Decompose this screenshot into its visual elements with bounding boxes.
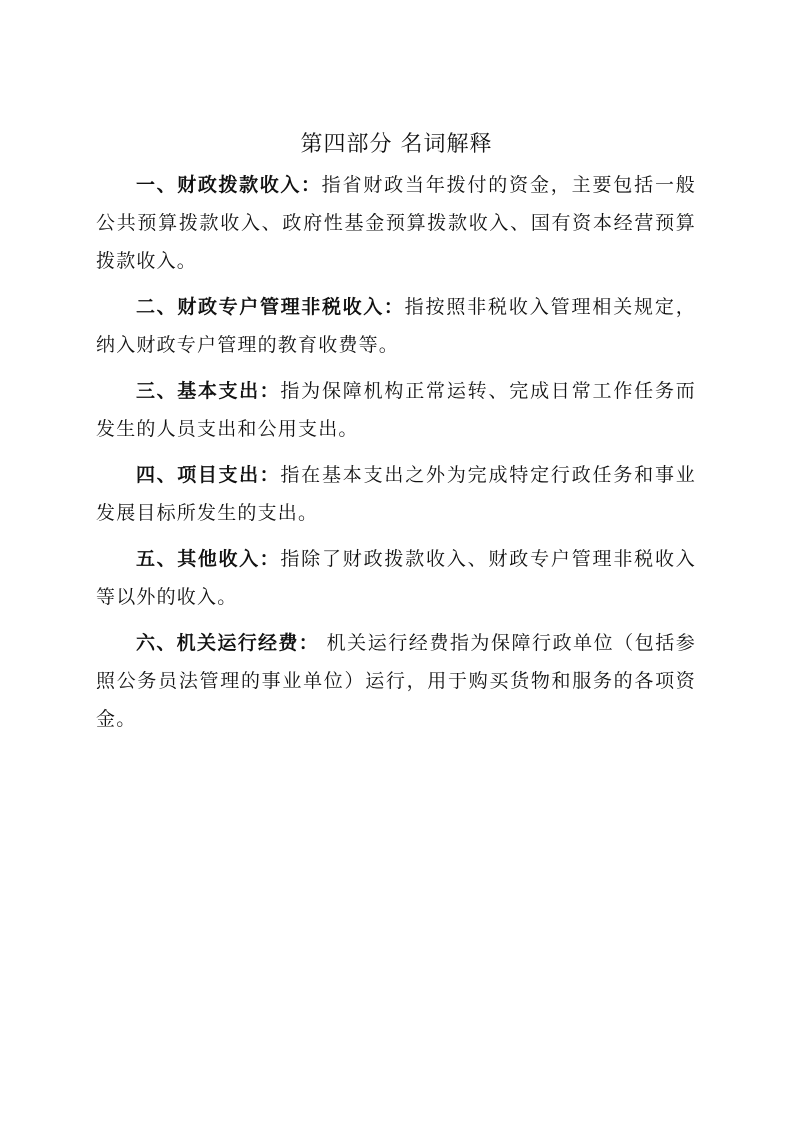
definition-text: 指除了财政拨款收入、财政专户管理非税收入等以外的收入。 — [96, 548, 696, 608]
definition-term: 三、基本支出： — [136, 380, 281, 402]
definition-text: 指在基本支出之外为完成特定行政任务和事业发展目标所发生的支出。 — [96, 464, 696, 524]
definition-financial-appropriation — [96, 166, 696, 280]
definition-text: 指为保障机构正常运转、完成日常工作任务而发生的人员支出和公用支出。 — [96, 380, 696, 440]
definition-text: 机关运行经费指为保障行政单位（包括参照公务员法管理的事业单位）运行，用于购买货物和服务的各项资金。 — [96, 632, 696, 730]
definition-term: 二、财政专户管理非税收入： — [136, 296, 405, 318]
definition-text: 指省财政当年拨付的资金，主要包括一般公共预算拨款收入、政府性基金预算拨款收入、国有资本经营预算拨款收入。 — [96, 174, 696, 272]
definition-term: 五、其他收入： — [136, 548, 281, 570]
definition-operating-expenses — [96, 624, 696, 738]
page-title: 第四部分 名词解释 — [300, 132, 493, 157]
definition-text: 指按照非税收入管理相关规定，纳入财政专户管理的教育收费等。 — [96, 296, 696, 356]
definition-term: 六、机关运行经费： — [136, 632, 320, 654]
definitions-list — [96, 166, 696, 746]
definition-other-income — [96, 540, 696, 616]
definition-project-expenditure — [96, 456, 696, 532]
definition-special-account-non-tax — [96, 288, 696, 364]
definition-term: 四、项目支出： — [136, 464, 281, 486]
definition-basic-expenditure — [96, 372, 696, 448]
definition-term: 一、财政拨款收入： — [136, 174, 322, 196]
